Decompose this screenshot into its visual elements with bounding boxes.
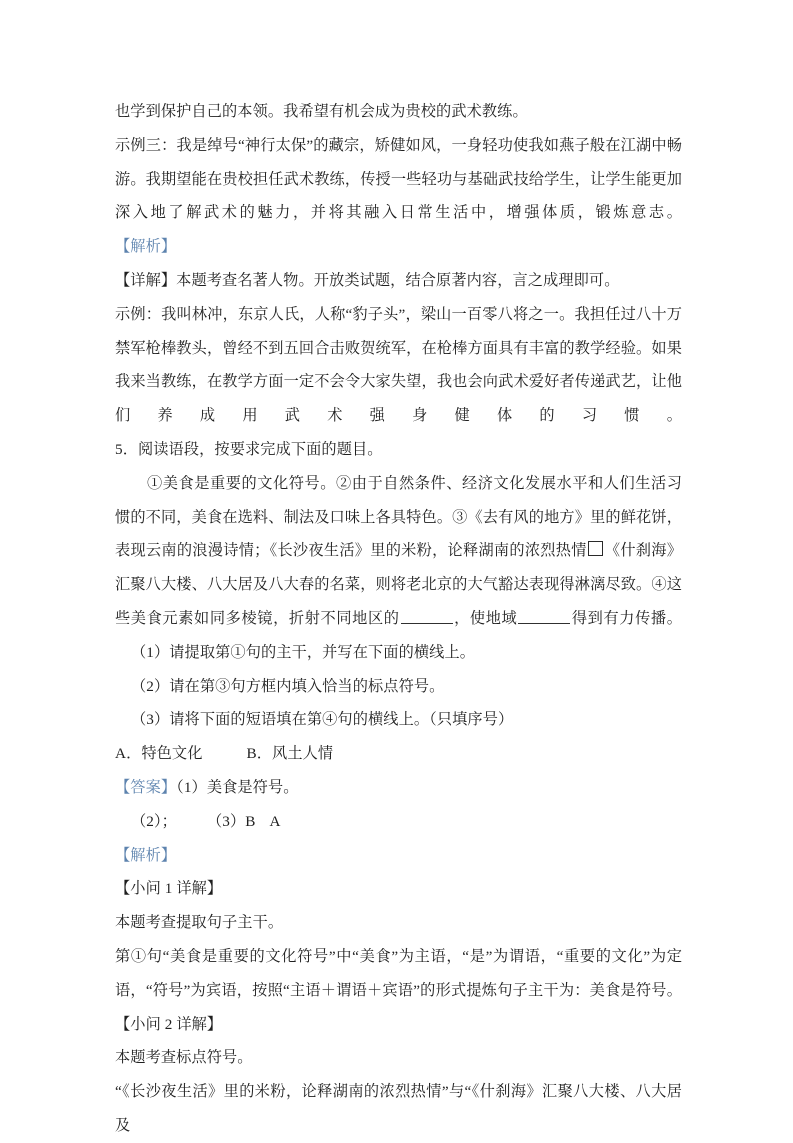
- page-content: [115, 95, 682, 1143]
- sub-explanation-2-heading: 【小问 2 详解】: [115, 1015, 223, 1033]
- answer-1-text: （1）美食是符号。: [176, 778, 299, 796]
- sub-explanation-2-line-2: “《长沙夜生活》里的米粉，论释湖南的浓烈热情”与“《什刹海》汇聚八大楼、八大居及: [115, 1083, 682, 1134]
- passage-segment-1: ①美食是重要的文化符号。②由于自然条件、经济文化发展水平和人们生活习惯的不同，美食在选料、制法及口味上各具特色。③《去有风的地方》里的鲜花饼，表现云南的浪漫诗情；《长沙夜生活》里的米粉，论释湖南的浓烈热情: [115, 474, 682, 560]
- fill-blank-2: [518, 609, 570, 624]
- example-three-paragraph: 示例三：我是绰号“神行太保”的藏宗，矫健如风，一身轻功使我如燕子般在江湖中畅游。我期望能在贵校担任武术教练，传授一些轻功与基础武技给学生，让学生能更加深入地了解武术的魅力，并将其融入日常生活中，增强体质，锻炼意志。: [115, 136, 682, 222]
- answer-3-label: （3）: [206, 812, 246, 830]
- sub-question-2: （2）请在第③句方框内填入恰当的标点符号。: [131, 677, 445, 695]
- answer-line-1: [115, 771, 682, 805]
- continued-answer-line: 也学到保护自己的本领。我希望有机会成为贵校的武术教练。: [115, 103, 528, 120]
- fill-blank-1: [401, 609, 453, 624]
- option-a-label: A．: [115, 745, 142, 763]
- answer-line-2: [115, 805, 682, 839]
- answer-2-value: ；: [161, 812, 177, 830]
- sub-question-3: （3）请将下面的短语填在第④句的横线上。（只填序号）: [131, 711, 514, 729]
- sub-explanation-1-heading: 【小问 1 详解】: [115, 880, 223, 898]
- detail-text: 本题考查名著人物。开放类试题，结合原著内容，言之成理即可。: [176, 271, 620, 289]
- analysis-heading: 【解析】: [115, 238, 177, 256]
- sub-explanation-2-line-1: 本题考查标点符号。: [115, 1049, 253, 1067]
- option-b-text: 风土人情: [272, 745, 334, 763]
- answer-options-row: [115, 737, 682, 771]
- punctuation-box-icon: [588, 541, 603, 556]
- answer-3-value-1: B: [245, 812, 256, 830]
- option-b-label: B．: [246, 745, 273, 763]
- passage-segment-4: 得到有力传播。: [571, 609, 682, 627]
- sub-explanation-1-line-1: 本题考查提取句子主干。: [115, 914, 284, 932]
- question-5-number: 5．: [115, 440, 138, 458]
- sub-question-1: （1）请提取第①句的主干，并写在下面的横线上。: [131, 643, 476, 661]
- passage-segment-2: 《什刹海》汇聚八大楼、八大居及八大春的名菜，则将老北京的大气豁达表现得淋漓尽致。④这些美食元素如同多棱镜，折射不同地区的: [115, 542, 683, 627]
- option-a-text: 特色文化: [141, 745, 203, 763]
- passage-segment-3: ，使地域: [453, 609, 518, 627]
- answer-heading: 【答案】: [115, 778, 177, 796]
- detail-line: [115, 264, 682, 298]
- question-5-stem: [115, 433, 682, 467]
- detail-label: 【详解】: [115, 271, 177, 289]
- answer-2-label: （2）: [131, 812, 162, 830]
- analysis-example-paragraph: 示例：我叫林冲，东京人氏，人称“豹子头”，梁山一百零八将之一。我担任过八十万禁军枪棒教头，曾经不到五回合击败贺统军，在枪棒方面具有丰富的教学经验。如果我来当教练，在教学方面一定不会令大家失望，我也会向武术爱好者传递武艺，让他们养成用武术强身健体的习惯。: [115, 305, 682, 425]
- answer-3-value-2: A: [269, 812, 281, 830]
- question-5-passage: [115, 467, 682, 636]
- sub-explanation-1-line-2: 第①句“美食是重要的文化符号”中“美食”为主语，“是”为谓语，“重要的文化”为定语，“符号”为宾语，按照“主语＋谓语＋宾语”的形式提炼句子主干为：美食是符号。: [115, 947, 682, 999]
- explanation-heading: 【解析】: [115, 846, 177, 864]
- question-5-stem-text: 阅读语段，按要求完成下面的题目。: [137, 440, 383, 458]
